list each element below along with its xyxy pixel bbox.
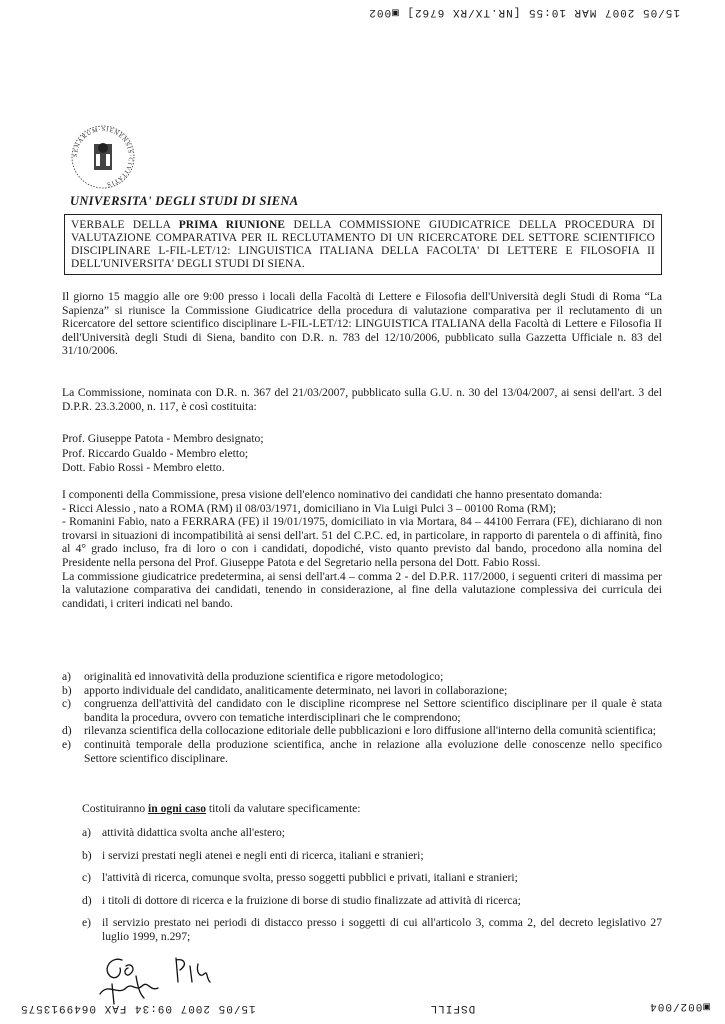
titles-item <box>82 894 662 908</box>
titles-item <box>82 916 662 943</box>
criteria-text: continuità temporale della produzione scientifica, anche in relazione alla evoluzione delle conoscenze nello specifico Settore scientifico disciplinare. <box>84 737 662 765</box>
paragraph-components-text: I componenti della Commissione, presa visione dell'elenco nominativo dei candidati che hanno presentato domanda: <box>62 488 603 501</box>
titles-item <box>82 871 662 885</box>
candidate-item: - Romanini Fabio, nato a FERRARA (FE) il 19/01/1975, domiciliato in via Mortara, 84 – 44100 Ferrara (FE), dichiarano di non trovarsi in situazioni di incompatibilità ai sensi dell'art. 51 del C.P.C. ed, in particolare, in rapporto di parentela o di affinità, fino al 4° grado incluso, fra di loro o con i candidati, dopodiché, visto quanto previsto dal bando, procedono alla nomina del Presidente nella persona del Prof. Giuseppe Patota e del Segretario nella persona del Dott. Fabio Rossi. <box>62 515 662 569</box>
titles-intro-underlined: in ogni caso <box>148 802 207 815</box>
university-seal-icon <box>70 124 136 190</box>
paragraph-intro: Il giorno 15 maggio alle ore 9:00 presso i locali della Facoltà di Lettere e Filosofia dell'Università degli Studi di Roma “La Sapienza” si riunisce la Commissione Giudicatrice della procedura di valutazione comparativa per il reclutamento di un Ricercatore del settore scientifico disciplinare L-FIL-LET/12: LINGUISTICA ITALIANA della Facoltà di Lettere e Filosofia II dell'Università degli Studi di Siena, bandito con D.R. n. 783 del 12/10/2006, pubblicato sulla Gazzetta Ufficiale n. 83 del 31/10/2006. <box>62 290 662 358</box>
paragraph-commission: La Commissione, nominata con D.R. n. 367 del 21/03/2007, pubblicato sulla G.U. n. 30 del 13/04/2007, ai sensi dell'art. 3 del D.P.R. 23.3.2000, n. 117, è così costituita: <box>62 386 662 413</box>
university-name: UNIVERSITA' DEGLI STUDI DI SIENA <box>70 194 299 208</box>
criteria-marker: b) <box>62 683 72 697</box>
titles-list <box>82 826 662 953</box>
criteria-item <box>62 697 662 724</box>
members-list <box>62 432 662 476</box>
fax-footer-left: 15/05 2007 09:34 FAX 0649913575 <box>20 1002 256 1014</box>
criteria-item <box>62 670 662 684</box>
member-item: Prof. Giuseppe Patota - Membro designato; <box>62 432 264 445</box>
criteria-marker: c) <box>62 697 72 711</box>
member-item: Dott. Fabio Rossi - Membro eletto. <box>62 461 225 474</box>
titles-text: i titoli di dottore di ricerca e la fruizione di borse di studio finalizzate ad attività di ricerca; <box>102 893 521 907</box>
titles-marker: d) <box>82 893 92 907</box>
titles-marker: e) <box>82 916 92 930</box>
titles-intro-before: Costituiranno <box>82 802 149 815</box>
titles-text: attività didattica svolta anche all'estero; <box>102 826 286 839</box>
criteria-marker: e) <box>62 737 72 751</box>
criteria-text: rilevanza scientifica della collocazione editoriale delle pubblicazioni e loro diffusione all'interno della comunità scientifica; <box>84 724 656 738</box>
titles-item <box>82 849 662 863</box>
title-part2: DELLA COMMISSIONE GIUDICATRICE DELLA PROCEDURA DI VALUTAZIONE COMPARATIVA PER IL RECLUTAMENTO DI UN RICERCATORE DEL SETTORE SCIENTIFICO DISCIPLINARE L-FIL-LET/12: LINGUISTICA ITALIANA DELLA FACOLTA' DI LETTERE E FILOSOFIA II DELL'UNIVERSITA' DEGLI STUDI DI SIENA. <box>71 219 656 270</box>
criteria-item <box>62 738 662 765</box>
fax-footer-right: ▣002/004 <box>649 1000 710 1012</box>
titles-text: il servizio prestato nei periodi di distacco presso i soggetti di cui all'articolo 3, comma 2, del decreto legislativo 27 luglio 1999, n.297; <box>102 916 662 943</box>
handwritten-signatures <box>92 948 222 1008</box>
seal-text: SENARUM·SIENENSIS·CIVITATIS <box>72 126 134 187</box>
criteria-text: congruenza dell'attività del candidato con le discipline ricomprese nel Settore scientifico disciplinare per il quale è stata bandita la procedura, ovvero con tematiche interdisciplinari che le comprendono; <box>84 697 662 724</box>
document-title-box <box>64 214 662 275</box>
criteria-list <box>62 670 662 765</box>
candidate-item: - Ricci Alessio , nato a ROMA (RM) il 08/03/1971, domiciliano in Via Luigi Pulci 3 – 00100 Roma (RM); <box>62 501 557 515</box>
criteria-marker: a) <box>62 670 72 683</box>
paragraph-criteria-intro: La commissione giudicatrice predetermina, ai sensi dell'art.4 – comma 2 - del D.P.R. 117/2000, i seguenti criteri di massima per la valutazione comparativa dei candidati, tenendo in considerazione, al fine della valutazione complessiva dei curricula dei candidati, i criteri indicati nel bando. <box>62 569 662 610</box>
titles-item <box>82 826 662 840</box>
fax-header-top: 15/05 2007 MAR 10:55 [NR.TX/RX 6762] ▣002 <box>368 6 680 18</box>
criteria-item <box>62 724 662 738</box>
member-item: Prof. Riccardo Gualdo - Membro eletto; <box>62 446 249 460</box>
criteria-text: originalità ed innovatività della produzione scientifica e rigore metodologico; <box>84 670 444 683</box>
title-part1: VERBALE DELLA <box>71 219 179 231</box>
titles-marker: a) <box>82 826 92 839</box>
criteria-marker: d) <box>62 724 72 738</box>
titles-marker: b) <box>82 848 92 862</box>
titles-marker: c) <box>82 871 92 885</box>
titles-text: l'attività di ricerca, comunque svolta, presso soggetti pubblici e privati, italiani e stranieri; <box>102 871 518 885</box>
titles-intro <box>82 802 662 816</box>
fax-footer <box>20 1000 710 1014</box>
titles-intro-after: titoli da valutare specificamente: <box>206 802 361 815</box>
criteria-item <box>62 684 662 698</box>
titles-text: i servizi prestati negli atenei e negli enti di ricerca, italiani e stranieri; <box>102 848 424 862</box>
fax-footer-center: DSFILL <box>429 1002 476 1014</box>
paragraph-components <box>62 488 662 610</box>
title-bold: PRIMA RIUNIONE <box>178 219 286 231</box>
criteria-text: apporto individuale del candidato, analiticamente determinato, nei lavori in collaborazione; <box>84 683 508 697</box>
